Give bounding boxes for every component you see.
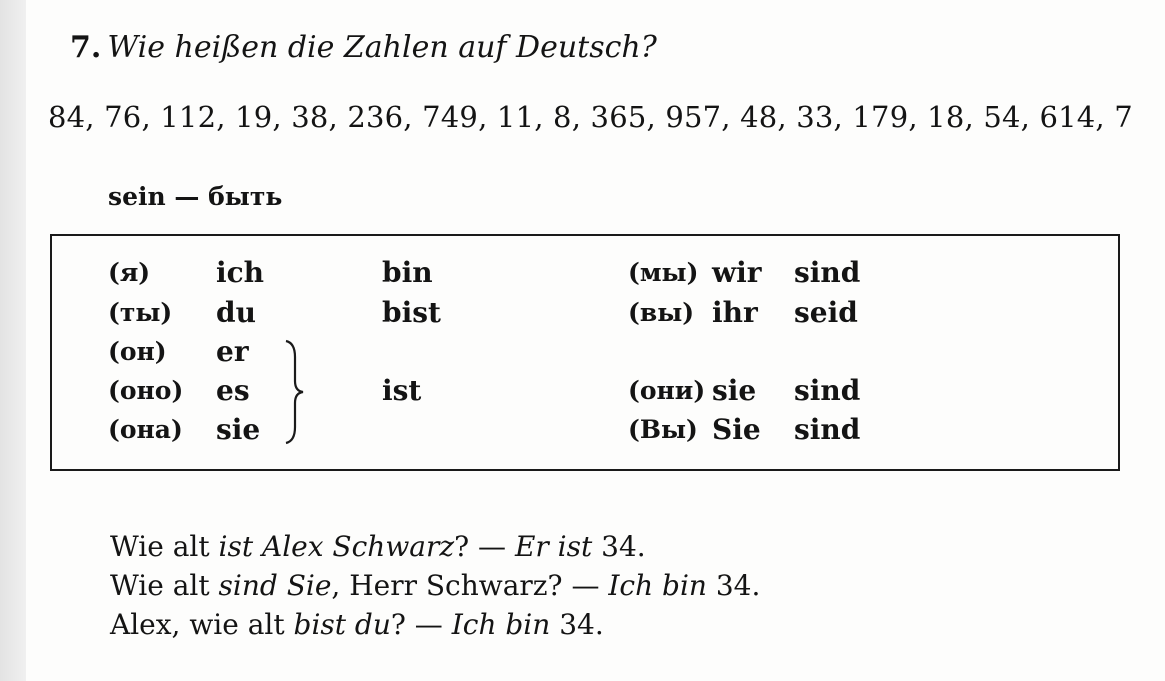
example-text: Ich bin [451, 608, 551, 641]
pronoun-sie-plural: sie [712, 374, 757, 407]
example-sentence [110, 569, 760, 602]
pronoun-sie-singular: sie [216, 413, 261, 446]
form-sind-wir: sind [794, 256, 861, 289]
ru-pronoun-on: (он) [108, 337, 167, 366]
exercise-title [70, 30, 657, 65]
ru-pronoun-vy: (вы) [628, 298, 695, 327]
example-text: 34. [550, 608, 604, 641]
example-text: ? — [454, 530, 515, 563]
ru-pronoun-ty: (ты) [108, 298, 173, 327]
conjugation-table-box [50, 234, 1120, 471]
form-ist: ist [382, 374, 422, 407]
pronoun-ich: ich [216, 256, 265, 289]
form-sind-formal: sind [794, 413, 861, 446]
pronoun-sie-formal: Sie [712, 413, 761, 446]
form-bist: bist [382, 296, 441, 329]
example-sentence [110, 530, 646, 563]
example-text: Wie alt [110, 569, 219, 602]
exercise-number: 7. [70, 30, 102, 65]
numbers-list: 84, 76, 112, 19, 38, 236, 749, 11, 8, 365, 957, 48, 33, 179, 18, 54, 614, 7 [48, 100, 1133, 134]
form-seid: seid [794, 296, 858, 329]
ru-pronoun-oni: (они) [628, 376, 706, 405]
verb-heading [108, 182, 282, 211]
example-text: Alex, wie alt [110, 608, 294, 641]
example-text: Wie alt [110, 530, 219, 563]
ru-pronoun-ono: (оно) [108, 376, 184, 405]
pronoun-er: er [216, 335, 249, 368]
example-text: , Herr Schwarz? — [331, 569, 609, 602]
exercise-instruction: Wie heißen die Zahlen auf Deutsch? [107, 30, 657, 65]
page-edge-shadow [0, 0, 26, 681]
example-text: bist du [293, 608, 391, 641]
verb-translation: быть [208, 182, 283, 211]
verb-dash: — [174, 182, 200, 211]
pronoun-du: du [216, 296, 256, 329]
ru-pronoun-my: (мы) [628, 258, 699, 287]
ru-pronoun-vy-formal: (Вы) [628, 415, 698, 444]
example-text: Er ist [514, 530, 593, 563]
pronoun-wir: wir [712, 256, 762, 289]
pronoun-ihr: ihr [712, 296, 758, 329]
form-bin: bin [382, 256, 433, 289]
example-text: 34. [706, 569, 761, 602]
example-text: sind Sie [218, 569, 332, 602]
form-sind-sie: sind [794, 374, 861, 407]
ru-pronoun-ona: (она) [108, 415, 183, 444]
example-text: ist Alex Schwarz [218, 530, 455, 563]
pronoun-es: es [216, 374, 250, 407]
example-text: Ich bin [608, 569, 707, 602]
verb-infinitive: sein [108, 182, 166, 211]
example-text: ? — [390, 608, 452, 641]
example-text: 34. [592, 530, 646, 563]
brace-icon [283, 339, 305, 445]
example-sentence [110, 608, 604, 641]
ru-pronoun-ya: (я) [108, 258, 151, 287]
